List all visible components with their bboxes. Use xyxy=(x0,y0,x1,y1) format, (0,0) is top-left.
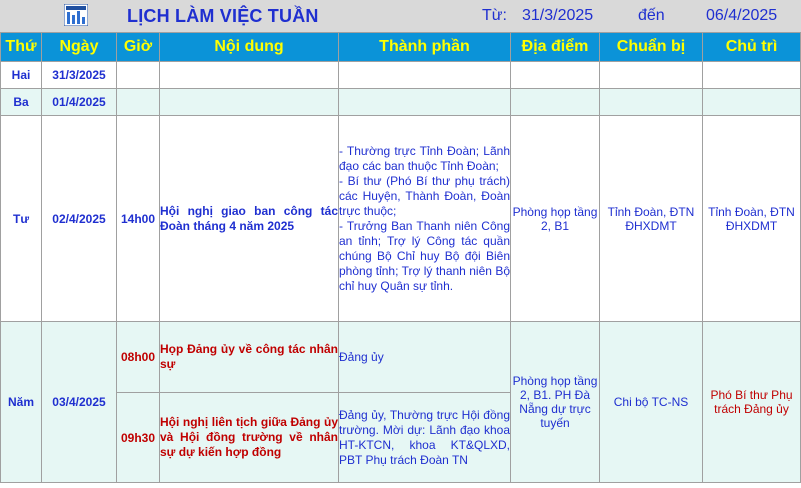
content-cell: Họp Đảng ủy về công tác nhân sự xyxy=(160,322,339,393)
prepare-cell: Chi bộ TC-NS xyxy=(600,322,703,483)
to-label: đến xyxy=(638,7,665,24)
schedule-table xyxy=(0,32,801,483)
table-row xyxy=(1,89,801,116)
content-cell: Hội nghị giao ban công tác Đoàn tháng 4 năm 2025 xyxy=(160,116,339,322)
to-date: 06/4/2025 xyxy=(706,7,778,24)
col-header-noi-dung: Nội dung xyxy=(160,33,339,62)
day-cell: Tư xyxy=(1,116,42,322)
page-title: LỊCH LÀM VIỆC TUẦN xyxy=(127,6,319,26)
date-cell: 01/4/2025 xyxy=(42,89,117,116)
participants-cell: - Thường trực Tỉnh Đoàn; Lãnh đạo các ban thuộc Tỉnh Đoàn; - Bí thư (Phó Bí thư phụ trách) các Huyện, Thành Đoàn, Đoàn trực thuộc; - Trưởng Ban Thanh niên Công an tỉnh; Trợ lý Công tác quần chúng Bộ Chỉ huy Bộ đội Biên phòng tỉnh; Trợ lý thanh niên Bộ chỉ huy Quân sự tỉnh. xyxy=(339,116,511,322)
time-cell: 08h00 xyxy=(117,322,160,393)
col-header-chu-tri: Chủ trì xyxy=(703,33,801,62)
time-cell: 14h00 xyxy=(117,116,160,322)
table-row xyxy=(1,116,801,322)
prepare-cell: Tỉnh Đoàn, ĐTN ĐHXDMT xyxy=(600,116,703,322)
col-header-thu: Thứ xyxy=(1,33,42,62)
day-cell: Ba xyxy=(1,89,42,116)
col-header-thanh-phan: Thành phần xyxy=(339,33,511,62)
table-row xyxy=(1,322,801,393)
time-cell: 09h30 xyxy=(117,393,160,483)
spreadsheet-logo-icon xyxy=(64,4,88,26)
participants-cell: Đảng ủy xyxy=(339,322,511,393)
table-row xyxy=(1,62,801,89)
col-header-gio: Giờ xyxy=(117,33,160,62)
from-label: Từ: xyxy=(482,7,507,24)
date-cell: 31/3/2025 xyxy=(42,62,117,89)
location-cell: Phòng họp tầng 2, B1 xyxy=(511,116,600,322)
title-bar xyxy=(0,0,801,32)
day-cell: Hai xyxy=(1,62,42,89)
col-header-ngay: Ngày xyxy=(42,33,117,62)
col-header-chuan-bi: Chuẩn bị xyxy=(600,33,703,62)
date-cell: 03/4/2025 xyxy=(42,322,117,483)
day-cell: Năm xyxy=(1,322,42,483)
content-cell: Hội nghị liên tịch giữa Đảng ủy và Hội đồng trường về nhân sự dự kiến hợp đồng xyxy=(160,393,339,483)
chair-cell: Tỉnh Đoàn, ĐTN ĐHXDMT xyxy=(703,116,801,322)
col-header-dia-diem: Địa điểm xyxy=(511,33,600,62)
from-date: 31/3/2025 xyxy=(522,7,594,24)
date-cell: 02/4/2025 xyxy=(42,116,117,322)
header-row xyxy=(1,33,801,62)
chair-cell: Phó Bí thư Phụ trách Đảng ủy xyxy=(703,322,801,483)
participants-cell: Đảng ủy, Thường trực Hội đồng trường. Mời dự: Lãnh đạo khoa HT-KTCN, khoa KT&QLXD, PBT Phụ trách Đoàn TN xyxy=(339,393,511,483)
location-cell: Phòng họp tầng 2, B1. PH Đà Nẵng dự trực tuyến xyxy=(511,322,600,483)
